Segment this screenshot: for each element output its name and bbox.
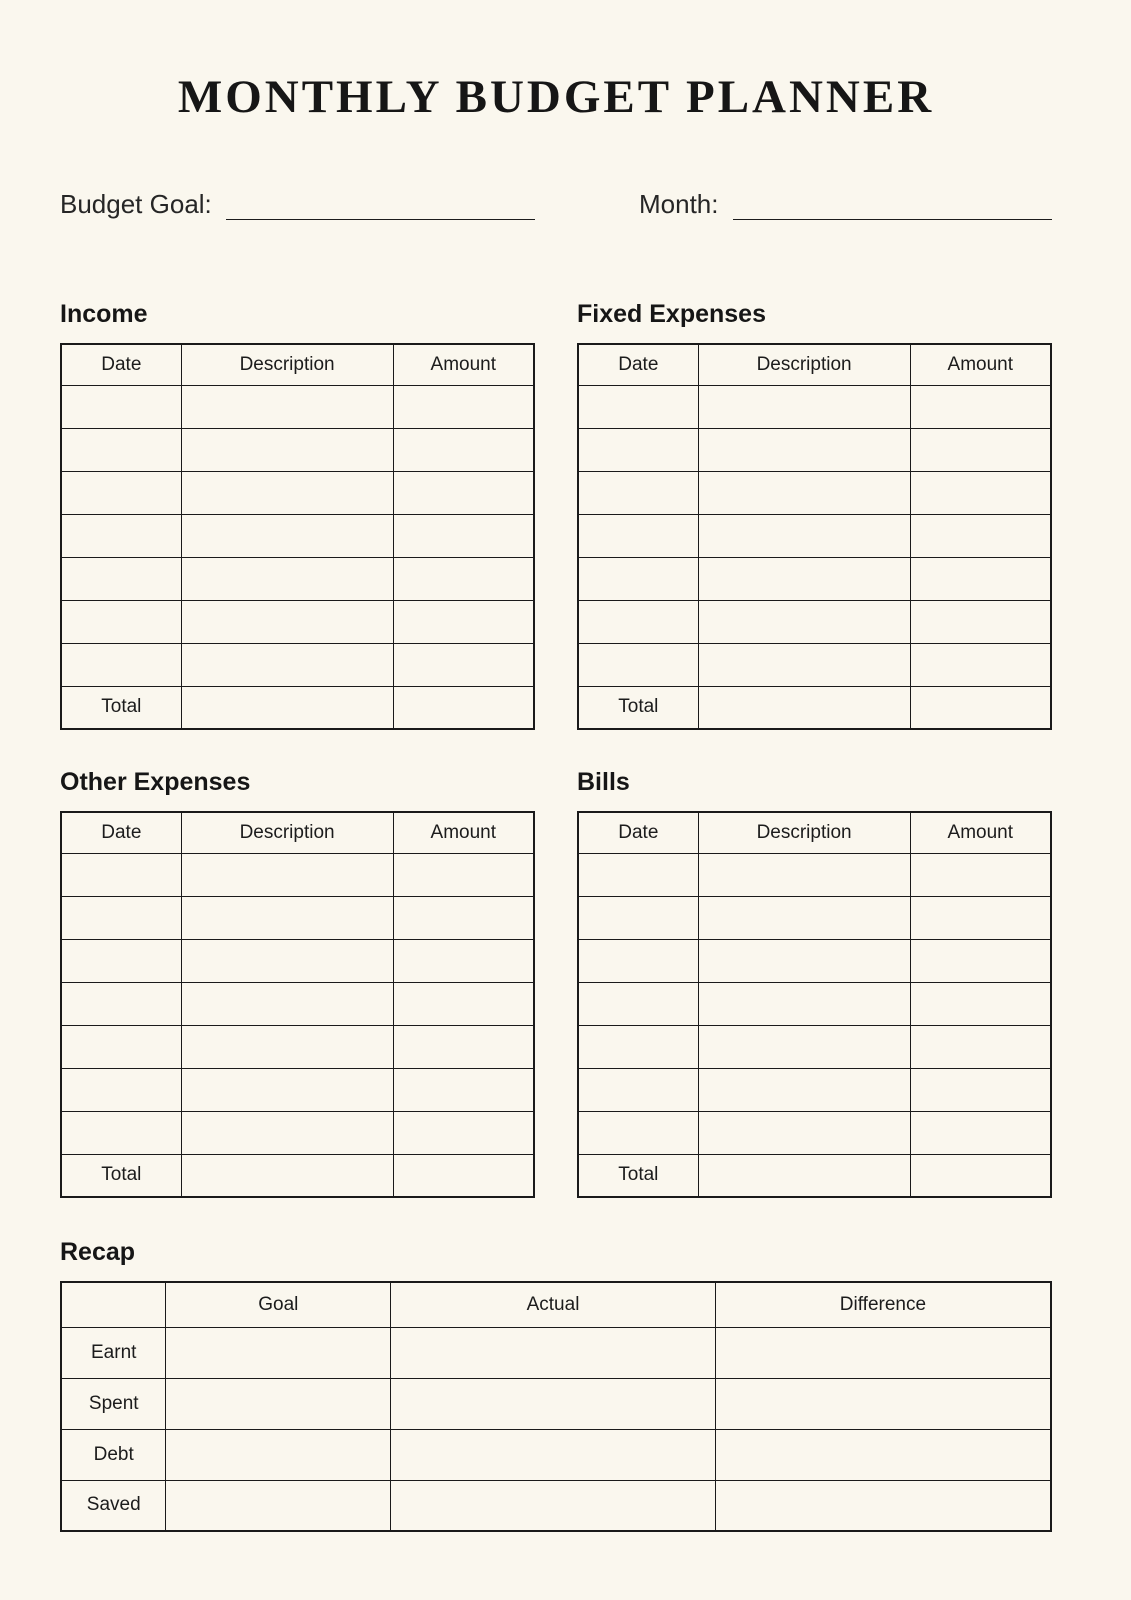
- table-row: [61, 471, 534, 514]
- header-fields: [60, 188, 1052, 220]
- empty-cell: [698, 643, 910, 686]
- empty-cell: [61, 471, 181, 514]
- empty-cell: [910, 939, 1051, 982]
- empty-cell: [391, 1378, 716, 1429]
- empty-cell: [391, 1327, 716, 1378]
- column-header-amount: Amount: [910, 344, 1051, 385]
- table-row: [578, 1068, 1051, 1111]
- empty-cell: [181, 982, 393, 1025]
- empty-cell: [181, 514, 393, 557]
- column-header-amount: Amount: [910, 812, 1051, 853]
- empty-cell: [698, 939, 910, 982]
- empty-cell: [910, 557, 1051, 600]
- table-row: [578, 1111, 1051, 1154]
- empty-cell: [393, 643, 534, 686]
- table-header-row: [61, 344, 534, 385]
- column-header-date: Date: [61, 344, 181, 385]
- table-header-row: [578, 812, 1051, 853]
- other-expenses-heading: Other Expenses: [60, 768, 251, 796]
- table-row: [61, 1111, 534, 1154]
- empty-cell: [698, 1025, 910, 1068]
- empty-cell: [910, 514, 1051, 557]
- empty-cell: [181, 471, 393, 514]
- month-label: Month:: [639, 188, 719, 219]
- table-row: [61, 982, 534, 1025]
- empty-cell: [715, 1480, 1051, 1531]
- empty-cell: [393, 896, 534, 939]
- empty-cell: [910, 1154, 1051, 1197]
- empty-cell: [578, 982, 698, 1025]
- table-header-row: [61, 812, 534, 853]
- empty-cell: [393, 1068, 534, 1111]
- empty-cell: [181, 896, 393, 939]
- empty-cell: [393, 385, 534, 428]
- total-label-cell: Total: [578, 1154, 698, 1197]
- empty-cell: [910, 471, 1051, 514]
- empty-cell: [166, 1429, 391, 1480]
- column-header-description: Description: [181, 812, 393, 853]
- column-header-description: Description: [698, 344, 910, 385]
- empty-cell: [181, 643, 393, 686]
- empty-cell: [698, 428, 910, 471]
- empty-cell: [715, 1429, 1051, 1480]
- empty-cell: [61, 1025, 181, 1068]
- table-row: [61, 1025, 534, 1068]
- recap-header-row: [61, 1282, 1051, 1327]
- empty-cell: [578, 600, 698, 643]
- table-row: [578, 385, 1051, 428]
- fixed-expenses-table: [577, 343, 1052, 730]
- column-header-date: Date: [61, 812, 181, 853]
- empty-cell: [393, 686, 534, 729]
- empty-cell: [393, 939, 534, 982]
- table-row: [578, 982, 1051, 1025]
- row-label-earnt: Earnt: [61, 1327, 166, 1378]
- empty-cell: [61, 643, 181, 686]
- empty-cell: [698, 982, 910, 1025]
- empty-cell: [393, 514, 534, 557]
- empty-cell: [61, 1111, 181, 1154]
- table-row: [578, 939, 1051, 982]
- table-row: [578, 471, 1051, 514]
- empty-cell: [181, 1025, 393, 1068]
- budget-goal-label: Budget Goal:: [60, 188, 212, 219]
- column-header-actual: Actual: [391, 1282, 716, 1327]
- table-row: [61, 514, 534, 557]
- budget-goal-field: [60, 188, 535, 220]
- empty-cell: [181, 686, 393, 729]
- empty-cell: [698, 600, 910, 643]
- total-label-cell: Total: [578, 686, 698, 729]
- column-header-amount: Amount: [393, 812, 534, 853]
- empty-cell: [578, 896, 698, 939]
- empty-cell: [181, 1154, 393, 1197]
- empty-cell: [698, 514, 910, 557]
- bills-section: [577, 768, 1052, 1198]
- total-row: [578, 686, 1051, 729]
- empty-cell: [181, 428, 393, 471]
- empty-cell: [578, 853, 698, 896]
- empty-cell: [393, 1111, 534, 1154]
- empty-cell: [698, 1154, 910, 1197]
- table-row: [61, 557, 534, 600]
- empty-cell: [393, 1154, 534, 1197]
- empty-cell: [578, 514, 698, 557]
- column-header-amount: Amount: [393, 344, 534, 385]
- table-row: [578, 643, 1051, 686]
- column-header-goal: Goal: [166, 1282, 391, 1327]
- income-heading: Income: [60, 300, 148, 328]
- empty-cell: [181, 600, 393, 643]
- fixed-expenses-heading: Fixed Expenses: [577, 300, 766, 328]
- table-row: [61, 643, 534, 686]
- total-label-cell: Total: [61, 1154, 181, 1197]
- empty-cell: [393, 853, 534, 896]
- empty-cell: [393, 428, 534, 471]
- empty-cell: [698, 1111, 910, 1154]
- empty-cell: [578, 939, 698, 982]
- empty-cell: [578, 1068, 698, 1111]
- empty-cell: [393, 471, 534, 514]
- empty-cell: [698, 1068, 910, 1111]
- bills-heading: Bills: [577, 768, 630, 796]
- empty-cell: [61, 853, 181, 896]
- month-line: [733, 188, 1053, 220]
- empty-cell: [578, 471, 698, 514]
- other-expenses-table: [60, 811, 535, 1198]
- empty-cell: [61, 600, 181, 643]
- empty-cell: [181, 385, 393, 428]
- table-row: [61, 428, 534, 471]
- budget-goal-line: [226, 188, 535, 220]
- empty-cell: [61, 1068, 181, 1111]
- empty-cell: [910, 385, 1051, 428]
- empty-cell: [181, 1068, 393, 1111]
- recap-section: [60, 1238, 1052, 1532]
- empty-cell: [61, 896, 181, 939]
- empty-cell: [393, 600, 534, 643]
- empty-cell: [578, 557, 698, 600]
- empty-cell: [910, 1025, 1051, 1068]
- empty-cell: [910, 428, 1051, 471]
- empty-cell: [393, 1025, 534, 1068]
- table-row: [578, 853, 1051, 896]
- empty-cell: [910, 1068, 1051, 1111]
- empty-cell: [698, 385, 910, 428]
- empty-cell: [698, 471, 910, 514]
- empty-cell: [393, 557, 534, 600]
- empty-cell: [578, 1025, 698, 1068]
- empty-cell: [910, 853, 1051, 896]
- recap-row-saved: [61, 1480, 1051, 1531]
- empty-cell: [181, 939, 393, 982]
- empty-cell: [61, 514, 181, 557]
- table-row: [578, 514, 1051, 557]
- recap-row-debt: [61, 1429, 1051, 1480]
- empty-cell: [715, 1378, 1051, 1429]
- empty-cell: [181, 557, 393, 600]
- income-table: [60, 343, 535, 730]
- column-header-description: Description: [698, 812, 910, 853]
- empty-cell: [166, 1378, 391, 1429]
- empty-cell: [61, 939, 181, 982]
- empty-cell: [910, 643, 1051, 686]
- page-title: MONTHLY BUDGET PLANNER: [177, 71, 935, 123]
- table-row: [61, 896, 534, 939]
- column-header-difference: Difference: [715, 1282, 1051, 1327]
- table-row: [578, 600, 1051, 643]
- other-expenses-section: [60, 768, 535, 1198]
- empty-cell: [166, 1480, 391, 1531]
- table-row: [578, 428, 1051, 471]
- empty-cell: [578, 1111, 698, 1154]
- recap-row-spent: [61, 1378, 1051, 1429]
- column-header-date: Date: [578, 344, 698, 385]
- row-label-debt: Debt: [61, 1429, 166, 1480]
- month-field: [577, 188, 1052, 220]
- total-label-cell: Total: [61, 686, 181, 729]
- total-row: [61, 686, 534, 729]
- empty-cell: [393, 982, 534, 1025]
- column-header-description: Description: [181, 344, 393, 385]
- fixed-expenses-section: [577, 300, 1052, 730]
- table-row: [61, 939, 534, 982]
- empty-header-cell: [61, 1282, 166, 1327]
- empty-cell: [578, 643, 698, 686]
- empty-cell: [698, 896, 910, 939]
- tables-grid: [60, 300, 1052, 1236]
- empty-cell: [910, 600, 1051, 643]
- table-row: [61, 385, 534, 428]
- table-row: [578, 557, 1051, 600]
- empty-cell: [910, 896, 1051, 939]
- table-row: [61, 1068, 534, 1111]
- row-label-spent: Spent: [61, 1378, 166, 1429]
- empty-cell: [61, 385, 181, 428]
- empty-cell: [181, 1111, 393, 1154]
- column-header-date: Date: [578, 812, 698, 853]
- empty-cell: [61, 982, 181, 1025]
- recap-row-earnt: [61, 1327, 1051, 1378]
- recap-heading: Recap: [60, 1238, 136, 1266]
- empty-cell: [910, 686, 1051, 729]
- table-header-row: [578, 344, 1051, 385]
- table-row: [578, 1025, 1051, 1068]
- empty-cell: [181, 853, 393, 896]
- total-row: [578, 1154, 1051, 1197]
- empty-cell: [61, 557, 181, 600]
- empty-cell: [578, 428, 698, 471]
- recap-table: [60, 1281, 1052, 1532]
- empty-cell: [910, 982, 1051, 1025]
- empty-cell: [910, 1111, 1051, 1154]
- table-row: [61, 600, 534, 643]
- income-section: [60, 300, 535, 730]
- empty-cell: [698, 686, 910, 729]
- empty-cell: [698, 557, 910, 600]
- empty-cell: [715, 1327, 1051, 1378]
- total-row: [61, 1154, 534, 1197]
- empty-cell: [578, 385, 698, 428]
- empty-cell: [61, 428, 181, 471]
- table-row: [61, 853, 534, 896]
- row-label-saved: Saved: [61, 1480, 166, 1531]
- empty-cell: [391, 1429, 716, 1480]
- empty-cell: [698, 853, 910, 896]
- empty-cell: [166, 1327, 391, 1378]
- bills-table: [577, 811, 1052, 1198]
- table-row: [578, 896, 1051, 939]
- empty-cell: [391, 1480, 716, 1531]
